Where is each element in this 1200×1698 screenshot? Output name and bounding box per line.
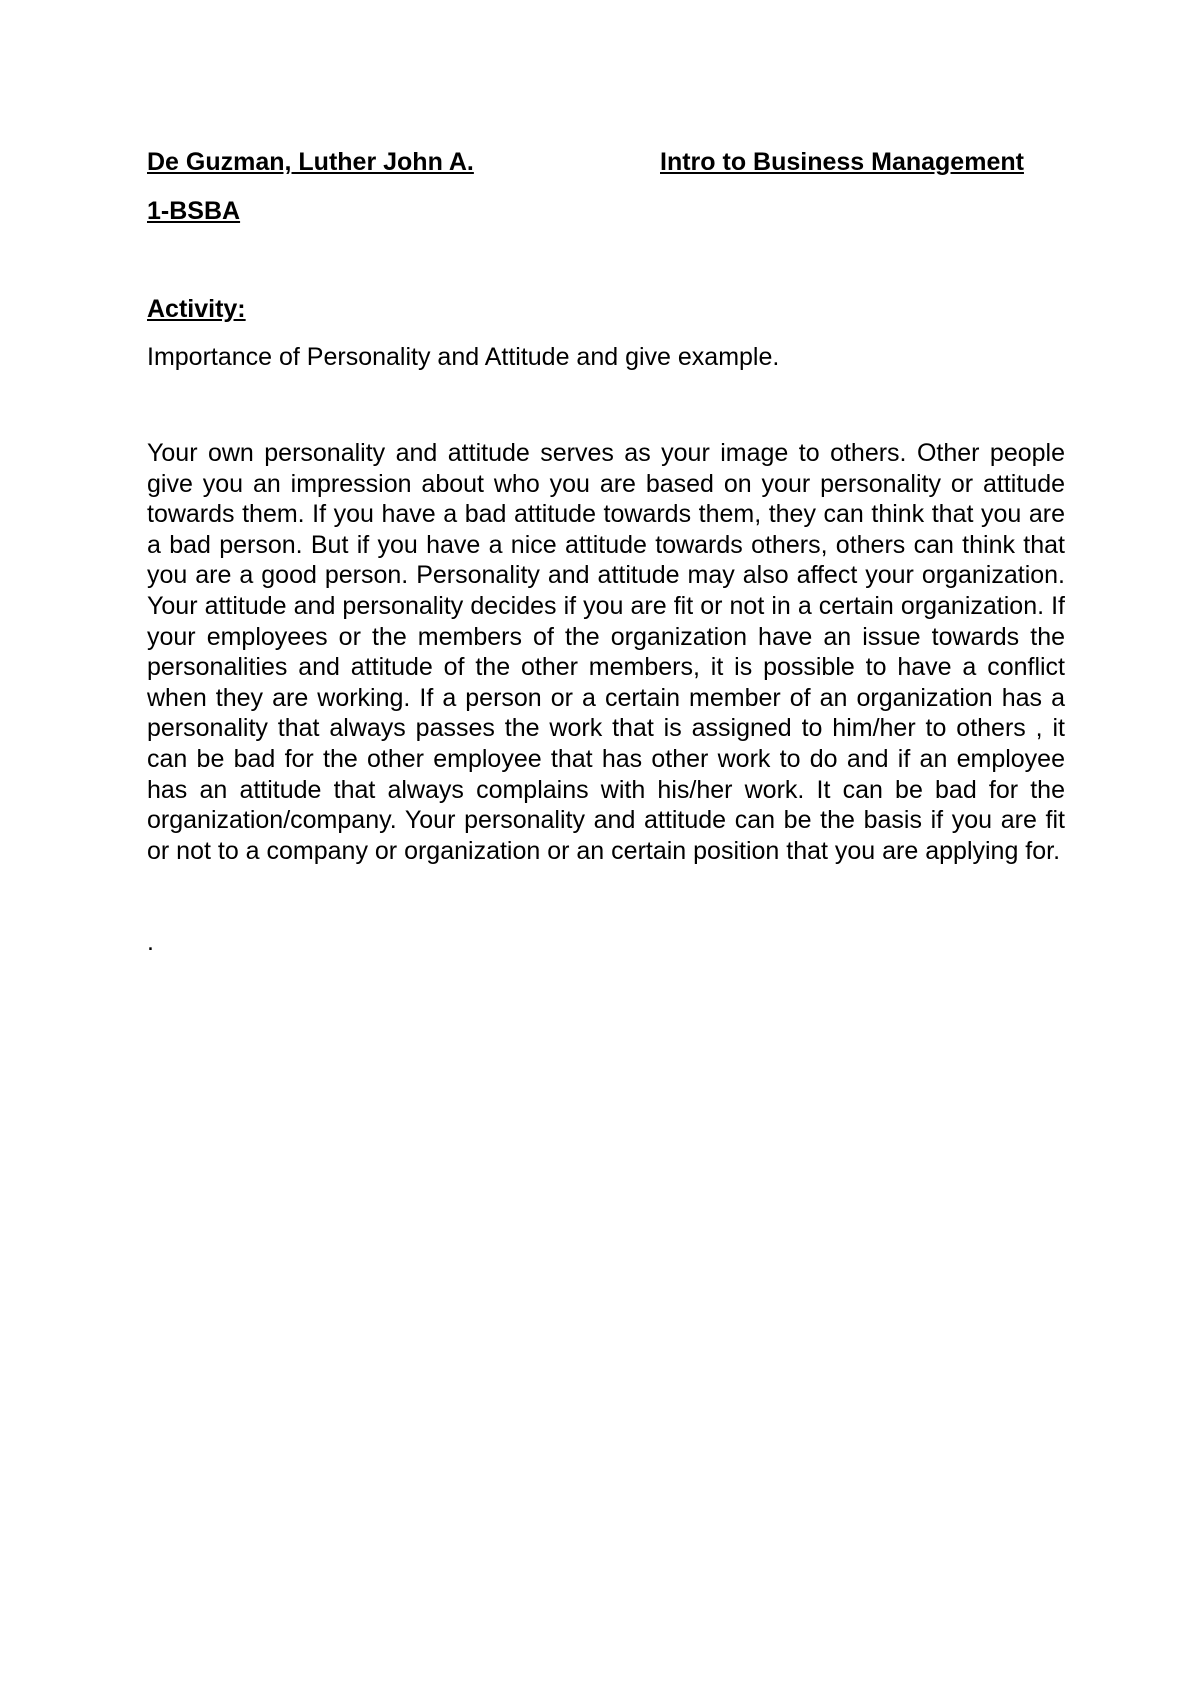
section-code: 1-BSBA <box>147 197 241 225</box>
student-name: De Guzman, Luther John A. <box>147 148 474 176</box>
essay-paragraph: Your own personality and attitude serves as your image to others. Other people give you an impression about who you are based on your personality or attitude towards them. If you have a bad attitude towards them, they can think that you are a bad person. But if you have a nice attitude towards others, others can think that you are a good person. Personality and attitude may also affect your organization. Your attitude and personality decides if you are fit or not in a certain organization. If your employees or the members of the organization have an issue towards the personalities and attitude of the other members, it is possible to have a conflict when they are working. If a person or a certain member of an organization has a personality that always passes the work that is assigned to him/her to others , it can be bad for the other employee that has other work to do and if an employee has an attitude that always complains with his/her work. It can be bad for the organization/company. Your personality and attitude can be the basis if you are fit or not to a company or organization or an certain position that you are applying for. <box>147 439 1065 865</box>
trailing-mark: . <box>147 928 154 956</box>
activity-prompt: Importance of Personality and Attitude and give example. <box>147 343 780 371</box>
course-title: Intro to Business Management <box>660 148 1024 176</box>
activity-heading: Activity: <box>147 295 246 323</box>
